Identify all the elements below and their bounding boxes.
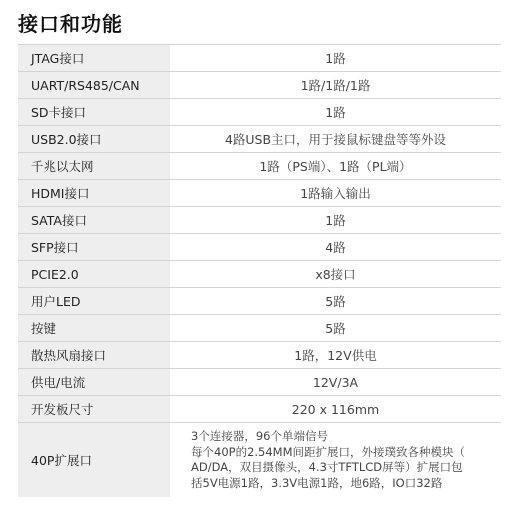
spec-table	[18, 44, 501, 497]
spec-value: 1路	[170, 99, 501, 126]
spec-key: 开发板尺寸	[18, 396, 170, 423]
spec-value: 5路	[170, 315, 501, 342]
spec-key: 按键	[18, 315, 170, 342]
spec-value: 220 x 116mm	[170, 396, 501, 423]
spec-value: 5路	[170, 288, 501, 315]
spec-row-size	[18, 396, 501, 423]
spec-key: SD卡接口	[18, 99, 170, 126]
spec-row-sata	[18, 207, 501, 234]
spec-key: 供电/电流	[18, 369, 170, 396]
spec-row-jtag	[18, 45, 501, 72]
spec-key: 用户LED	[18, 288, 170, 315]
spec-value-line: 每个40P的2.54MM间距扩展口，外接璞致各种模块（	[191, 444, 466, 459]
spec-value: 1路，12V供电	[170, 342, 501, 369]
spec-value: 4路USB主口，用于接鼠标键盘等等外设	[170, 126, 501, 153]
spec-key: HDMI接口	[18, 180, 170, 207]
spec-key: 散热风扇接口	[18, 342, 170, 369]
spec-key: 千兆以太网	[18, 153, 170, 180]
page-title: 接口和功能	[18, 12, 123, 36]
spec-row-led	[18, 288, 501, 315]
spec-value-multiline	[170, 423, 501, 498]
spec-row-ethernet	[18, 153, 501, 180]
spec-row-expansion	[18, 423, 501, 498]
spec-key: UART/RS485/CAN	[18, 72, 170, 99]
spec-row-fan	[18, 342, 501, 369]
spec-value-line: 括5V电源1路，3.3V电源1路，地6路，IO口32路	[191, 475, 443, 490]
spec-value-line: AD/DA，双目摄像头，4.3寸TFTLCD屏等）扩展口包	[191, 460, 463, 474]
spec-row-sfp	[18, 234, 501, 261]
spec-row-button	[18, 315, 501, 342]
spec-value: 1路	[170, 45, 501, 72]
spec-value: 1路	[170, 207, 501, 234]
spec-row-sd	[18, 99, 501, 126]
spec-value-line: 3个连接器，96个单端信号	[191, 429, 328, 443]
spec-value: 4路	[170, 234, 501, 261]
spec-value: 1路（PS端）、1路（PL端）	[170, 153, 501, 180]
spec-row-uart	[18, 72, 501, 99]
spec-key: SFP接口	[18, 234, 170, 261]
spec-value: x8接口	[170, 261, 501, 288]
spec-row-usb	[18, 126, 501, 153]
spec-key: 40P扩展口	[18, 423, 170, 498]
spec-value: 1路/1路/1路	[170, 72, 501, 99]
spec-value: 1路输入输出	[170, 180, 501, 207]
spec-key: JTAG接口	[18, 45, 170, 72]
spec-row-pcie	[18, 261, 501, 288]
spec-key: SATA接口	[18, 207, 170, 234]
spec-row-power	[18, 369, 501, 396]
spec-key: PCIE2.0	[18, 261, 170, 288]
spec-value: 12V/3A	[170, 369, 501, 396]
spec-key: USB2.0接口	[18, 126, 170, 153]
spec-row-hdmi	[18, 180, 501, 207]
